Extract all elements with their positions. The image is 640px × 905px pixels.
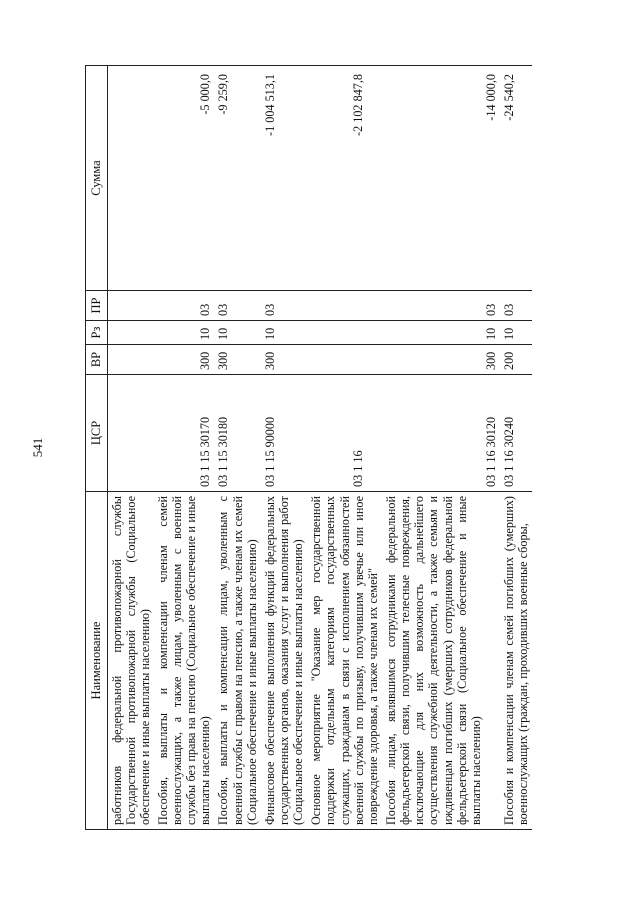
table-row: [261, 66, 307, 830]
row-name: Пособия, выплаты и компенсации лицам, уволенным с военной службы с правом на пенсию, а также членам их семей (Социальное обеспечение и иные выплаты населению): [214, 492, 260, 830]
row-csr: [107, 375, 154, 492]
table-row: [307, 66, 382, 830]
rotated-page: [30, 65, 590, 830]
row-vr: 300: [154, 345, 215, 375]
row-sum: -9 259,0: [214, 66, 260, 291]
row-pr: 03: [261, 291, 307, 321]
row-vr: 300: [261, 345, 307, 375]
row-rz: 10: [261, 321, 307, 345]
row-name: Финансовое обеспечение выполнения функций федеральных государственных органов, оказания услуг и выполнения работ (Социальное обеспечение и иные выплаты населению): [261, 492, 307, 830]
row-rz: 10: [154, 321, 215, 345]
page-number: 541: [30, 437, 45, 458]
table-row: [500, 66, 532, 830]
table-row: [382, 66, 500, 830]
row-name: Пособия и компенсации членам семей погибших (умерших) военнослужащих (граждан, проходивших военные сборы,: [500, 492, 532, 830]
row-vr: 300: [214, 345, 260, 375]
table-row: [214, 66, 260, 830]
row-vr: [107, 345, 154, 375]
table-header-row: [86, 66, 108, 830]
row-sum: -1 004 513,1: [261, 66, 307, 291]
header-csr: ЦСР: [86, 375, 108, 492]
row-name: Пособия лицам, являвшимся сотрудниками федеральной фельдъегерской связи, получившим телесные повреждения, исключающие для них возможность дальнейшего осуществления служебной деятельности, а также семьям и иждивенцам погибших (умерших) сотрудников федеральной фельдъегерской связи (Социальное обеспечение и иные выплаты населению): [382, 492, 500, 830]
row-csr: 03 1 16 30240: [500, 375, 532, 492]
row-rz: 10: [382, 321, 500, 345]
header-pr: ПР: [86, 291, 108, 321]
row-name: Пособия, выплаты и компенсации членам семей военнослужащих, а также лицам, уволенным с военной службы без права на пенсию (Социальное обеспечение и иные выплаты населению): [154, 492, 215, 830]
row-csr: 03 1 16: [307, 375, 382, 492]
row-sum: -2 102 847,8: [307, 66, 382, 291]
row-csr: 03 1 16 30120: [382, 375, 500, 492]
budget-table: [85, 65, 532, 830]
table-row: [154, 66, 215, 830]
row-pr: 03: [382, 291, 500, 321]
row-pr: 03: [500, 291, 532, 321]
row-sum: -14 000,0: [382, 66, 500, 291]
row-vr: 300: [382, 345, 500, 375]
row-pr: [107, 291, 154, 321]
row-vr: 200: [500, 345, 532, 375]
row-vr: [307, 345, 382, 375]
row-rz: 10: [500, 321, 532, 345]
row-name: работников федеральной противопожарной службы Государственной противопожарной службы (Социальное обеспечение и иные выплаты населению): [107, 492, 154, 830]
row-sum: -5 000,0: [154, 66, 215, 291]
row-pr: 03: [154, 291, 215, 321]
row-rz: [307, 321, 382, 345]
header-rz: Рз: [86, 321, 108, 345]
row-csr: 03 1 15 30180: [214, 375, 260, 492]
row-rz: [107, 321, 154, 345]
row-sum: [107, 66, 154, 291]
header-name: Наименование: [86, 492, 108, 830]
row-sum: -24 540,2: [500, 66, 532, 291]
row-name: Основное мероприятие "Оказание мер государственной поддержки отдельным категориям государственных служащих, гражданам в связи с исполнением обязанностей военной службы по призыву, получившим увечье или иное повреждение здоровья, а также членам их семей": [307, 492, 382, 830]
row-rz: 10: [214, 321, 260, 345]
header-sum: Сумма: [86, 66, 108, 291]
row-csr: 03 1 15 90000: [261, 375, 307, 492]
row-pr: [307, 291, 382, 321]
table-row: [107, 66, 154, 830]
header-vr: ВР: [86, 345, 108, 375]
row-csr: 03 1 15 30170: [154, 375, 215, 492]
row-pr: 03: [214, 291, 260, 321]
